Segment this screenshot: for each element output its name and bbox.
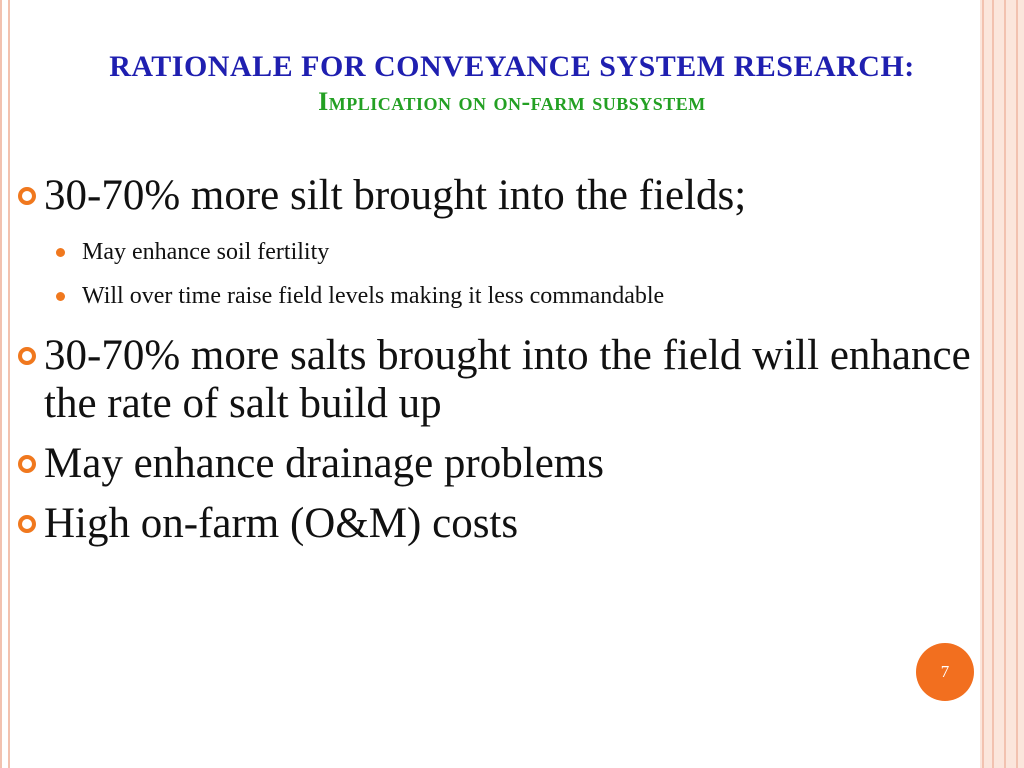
hollow-circle-icon [18,187,36,205]
filled-dot-icon [56,248,65,257]
hollow-circle-icon [18,347,36,365]
sub-bullet-list [14,230,1004,318]
page-number-badge: 7 [916,643,974,701]
filled-dot-icon [56,292,65,301]
sub-bullet-item [14,230,1004,274]
bullet-item [14,500,1004,548]
sub-bullet-item [14,274,1004,318]
sub-bullet-text: May enhance soil fertility [82,239,330,265]
slide-title: RATIONALE FOR CONVEYANCE SYSTEM RESEARCH: [109,50,915,83]
bullet-text: 30-70% more salts brought into the field will enhance the rate of salt build up [44,332,971,427]
left-frame-line [8,0,10,768]
slide-content [14,172,1004,560]
bullet-item [14,440,1004,488]
hollow-circle-icon [18,515,36,533]
hollow-circle-icon [18,455,36,473]
bullet-item [14,172,1004,220]
slide-subtitle: Implication on on-farm subsystem [318,87,706,116]
right-frame-line [1016,0,1018,768]
right-frame-line [1004,0,1006,768]
bullet-text: 30-70% more silt brought into the fields; [44,172,747,219]
bullet-text: May enhance drainage problems [44,440,604,487]
sub-bullet-text: Will over time raise field levels making it less commandable [82,283,665,309]
bullet-item [14,332,1004,428]
bullet-text: High on-farm (O&M) costs [44,500,519,547]
left-frame-line [0,0,2,768]
